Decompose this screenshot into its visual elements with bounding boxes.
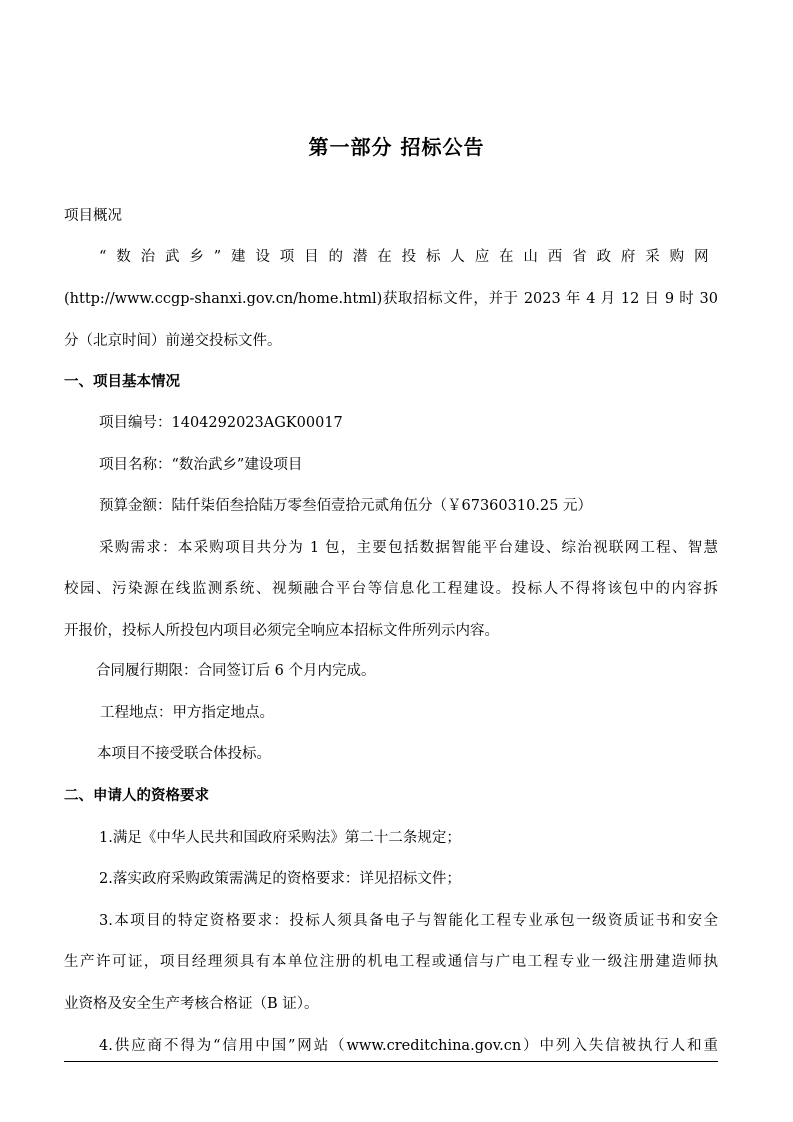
requirement-2: 2.落实政府采购政策需满足的资格要求：详见招标文件； [99, 871, 461, 887]
consortium-note: 本项目不接受联合体投标。 [97, 746, 271, 762]
overview-line-1: “数治武乡”建设项目的潜在投标人应在山西省政府采购网 [99, 249, 718, 265]
requirement-3-line-1: 3.本项目的特定资格要求：投标人须具备电子与智能化工程专业承包一级资质证书和安全 [99, 913, 718, 929]
overview-line-3: 分（北京时间）前递交投标文件。 [64, 333, 282, 349]
project-name: 项目名称：“数治武乡”建设项目 [99, 457, 303, 473]
requirement-3-line-2: 生产许可证，项目经理须具有本单位注册的机电工程或通信与广电工程专业一级注册建造师执 [64, 954, 718, 970]
demand-line-2: 校园、污染源在线监测系统、视频融合平台等信息化工程建设。投标人不得将该包中的内容拆 [64, 581, 718, 597]
overview-line-2: (http://www.ccgp-shanxi.gov.cn/home.html)获取招标文件，并于 2023 年 4 月 12 日 9 时 30 [64, 291, 718, 307]
requirement-3-line-3: 业资格及安全生产考核合格证（B 证）。 [64, 996, 319, 1012]
requirement-1: 1.满足《中华人民共和国政府采购法》第二十二条规定； [99, 830, 461, 846]
overview-label: 项目概况 [64, 208, 122, 224]
section2-heading: 二、申请人的资格要求 [64, 788, 209, 804]
demand-line-1: 采购需求：本采购项目共分为 1 包，主要包括数据智能平台建设、综治视联网工程、智慧 [99, 540, 718, 556]
demand-line-3: 开报价，投标人所投包内项目必须完全响应本招标文件所列示内容。 [64, 623, 499, 639]
page-bottom-rule [64, 1061, 718, 1062]
page-title: 第一部分 招标公告 [308, 135, 485, 159]
project-number: 项目编号：1404292023AGK00017 [99, 415, 343, 431]
budget-amount: 预算金额：陆仟柒佰叁拾陆万零叁佰壹拾元贰角伍分（￥67360310.25 元） [99, 498, 592, 514]
requirement-4-line-1: 4.供应商不得为“信用中国”网站（www.creditchina.gov.cn）中列入失信被执行人和重 [99, 1038, 718, 1054]
section1-heading: 一、项目基本情况 [64, 374, 180, 390]
contract-period: 合同履行期限：合同签订后 6 个月内完成。 [96, 663, 376, 679]
work-location: 工程地点：甲方指定地点。 [100, 705, 274, 721]
